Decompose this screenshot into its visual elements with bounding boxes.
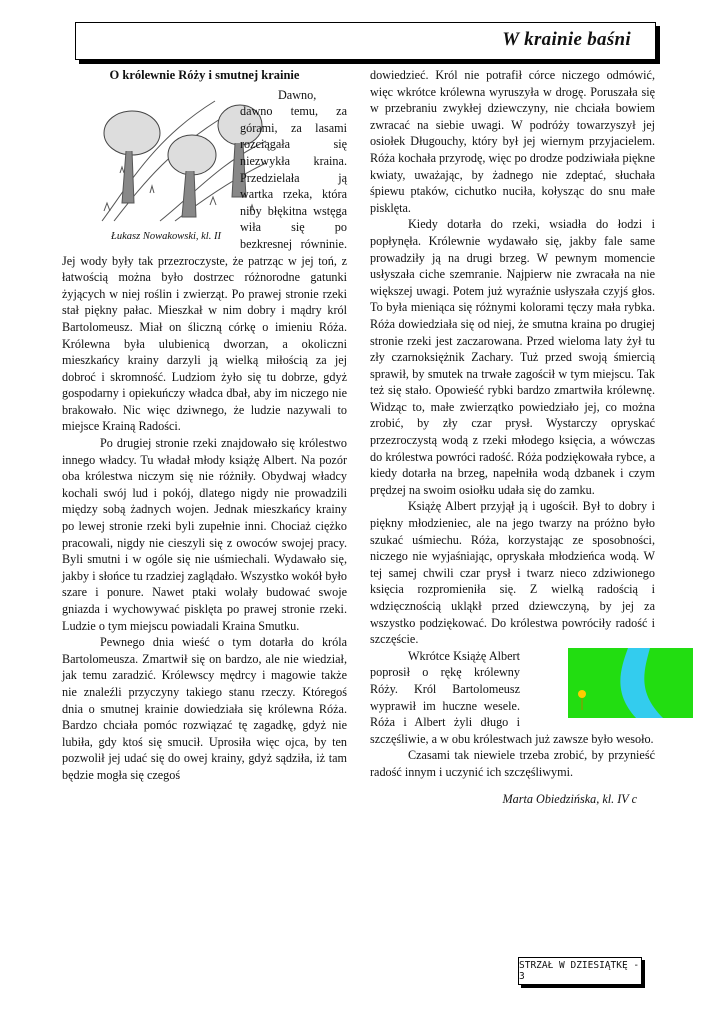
paragraph-wedding	[370, 648, 655, 748]
paragraph-text: Pewnego dnia wieść o tym dotarła do króla Bartolomeusza. Zmartwił się on bardzo, ale nie wiedział, jak temu zaradzić. Królewscy mędrcy i magowie także nie znaleźli przyczyny takiego stanu rzeczy. Któregoś dnia o smutnej krainie dowiedziała się królewna Róża. Bardzo chciała pomóc rozwiązać tę zagadkę, gdyż nie lubiła, gdy ktoś się smucił. Uprosiła więc ojca, by ten pozwolił jej udać się do owej krainy, gdyż sądziła, iż tam będzie mogła się czegoś	[62, 635, 347, 782]
paragraph-intro	[62, 87, 347, 435]
page-footer: STRZAŁ W DZIESIĄTKĘ - 3	[518, 957, 642, 985]
paragraph-text: Kiedy dotarła do rzeki, wsiadła do łodzi i popłynęła. Królewnie wydawało się, jakby fale same prowadziły ją na drugi brzeg. W pewnym momencie usłyszała ciche szemranie. Najpierw nie zwracała na nie większej uwagi. Potem już wyraźnie usłyszała czyjś głos. To była mieniąca się różnymi kolorami tęczy mała rybka. Róża dowiedziała się od niej, że smutna kraina po drugiej stronie rzeki jest zaczarowana. Przed wieloma laty żył tu zły czarnoksiężnik Zachary. Tuż przed swoją śmiercią sprawił, by smutek na trwałe zagościł w tym miejscu. Tak też się stało. Opowieść rybki bardzo zmartwiła królewnę. Widząc to, małe zwierzątko powiedziało jej, co można zrobić, by zły czar prysł. Wystarczy opryskać przezroczystą wodą z rzeki młodego księcia, a wówczas do królestwa powróci radość. Róża podziękowała rybce, a kiedy dotarła na brzeg, napełniła wodą dzbanek i czym prędzej na swoim osiołku udała się do zamku.	[370, 217, 655, 497]
paragraph-text: Czasami tak niewiele trzeba zrobić, by przynieść radość innym i uczynić ich szczęśliwymi.	[370, 748, 655, 779]
paragraph-text: Książę Albert przyjął ją i ugościł. Był to dobry i piękny młodzieniec, ale na jego twarzy na próżno było szukać uśmiechu. Róża, korzystając ze sposobności, niczego nie wyjaśniając, opryskała młodzieńca wodą. W tej samej chwili czar prysł i twarz nieco zdziwionego księcia rozpromieniła się. Z wielką radością i wdzięcznością ukląkł przed dziewczyną, by jej za wszystko podziękować. Do królestwa powróciły radość i szczęście.	[370, 499, 655, 647]
paragraph-text: dowiedzieć. Król nie potrafił córce niczego odmówić, więc wkrótce królewna wyruszyła w drogę. Poruszała się w przebraniu zwykłej dziewczyny, nie chciała bowiem zwracać na siebie uwagi. W podróży towarzyszył jej osiołek Długouchy, który był jej wiernym przyjacielem. Róża kochała przyrodę, więc po drodze podziwiała piękne kwiaty, uważając, by żadnego nie zdeptać, słuchała śpiewu ptaków, cichutko nuciła, kołysząc do snu małe pisklęta.	[370, 68, 655, 215]
paragraph-text: Po drugiej stronie rzeki znajdowało się królestwo innego władcy. Tu władał młody książę Albert. Na pozór oba królestwa niczym się nie różniły. Obydwaj władcy kochali swój lud i pokój, dlatego nigdy nie prowadzili między sobą żadnych wojen. Jednak mieszkańcy krainy po lewej stronie rzeki byli zupełnie inni. Chociaż ciężko pracowali, nigdy nie cieszyli się z owoców swojej pracy. Byli smutni i w ogóle się nie uśmiechali. Wydawało się, jakby i słońce tu rzadziej zaglądało. Wszystko wokół było szare i ponure. Nawet ptaki wolały budować swoje gniazda i wychowywać pisklęta po prawej stronie rzeki. Ludzie o tym miejscu powiadali Kraina Smutku.	[62, 436, 347, 633]
left-column	[62, 67, 347, 784]
right-column	[370, 67, 655, 807]
paragraph-text: Wkrótce Książę Albert poprosił o rękę królewny Róży. Król Bartolomeusz wyprawił im huczne wesele. Róża i Albert żyli długo i szczęśliwie, a w obu królestwach już zawsze było wesoło.	[370, 648, 654, 746]
illustration-trees	[62, 87, 232, 246]
illustration-river	[530, 648, 655, 723]
river-landscape-icon	[568, 648, 693, 718]
header-banner	[75, 22, 656, 60]
story-title: O królewnie Róży i smutnej krainie	[109, 68, 300, 82]
illustration-caption: Łukasz Nowakowski, kl. II	[111, 231, 221, 243]
page-title: W krainie baśni	[502, 29, 631, 50]
paragraph-text: Dawno, dawno temu, za górami, za lasami rozciągała się niezwykła kraina. Przedzielała ją wartka rzeka, która niby błękitna wstęga wiła się po bezkresnej równinie. Jej wody były tak przezroczyste, że patrząc w jej toń, z łatwością można było dostrzec różnorodne gatunki żyjących w niej roślin i zwierząt. Po prawej stronie rzeki stał piękny pałac. Mieszkał w nim dobry i mądry król Bartolomeusz. Miał on śliczną córkę o imieniu Róża. Królewna była ulubienicą dworzan, a okoliczni mieszkańcy krainy darzyli ją wielką miłością za jej dobroć i skromność. Ludziom żyło się tu dobrze, gdyż gospodarny i opiekuńczy władca dbał, aby im niczego nie brakowało. Nic więc dziwnego, że ludzie nazywali to miejsce Krainą Radości.	[62, 87, 347, 434]
author-signature: Marta Obiedzińska, kl. IV c	[502, 791, 637, 806]
